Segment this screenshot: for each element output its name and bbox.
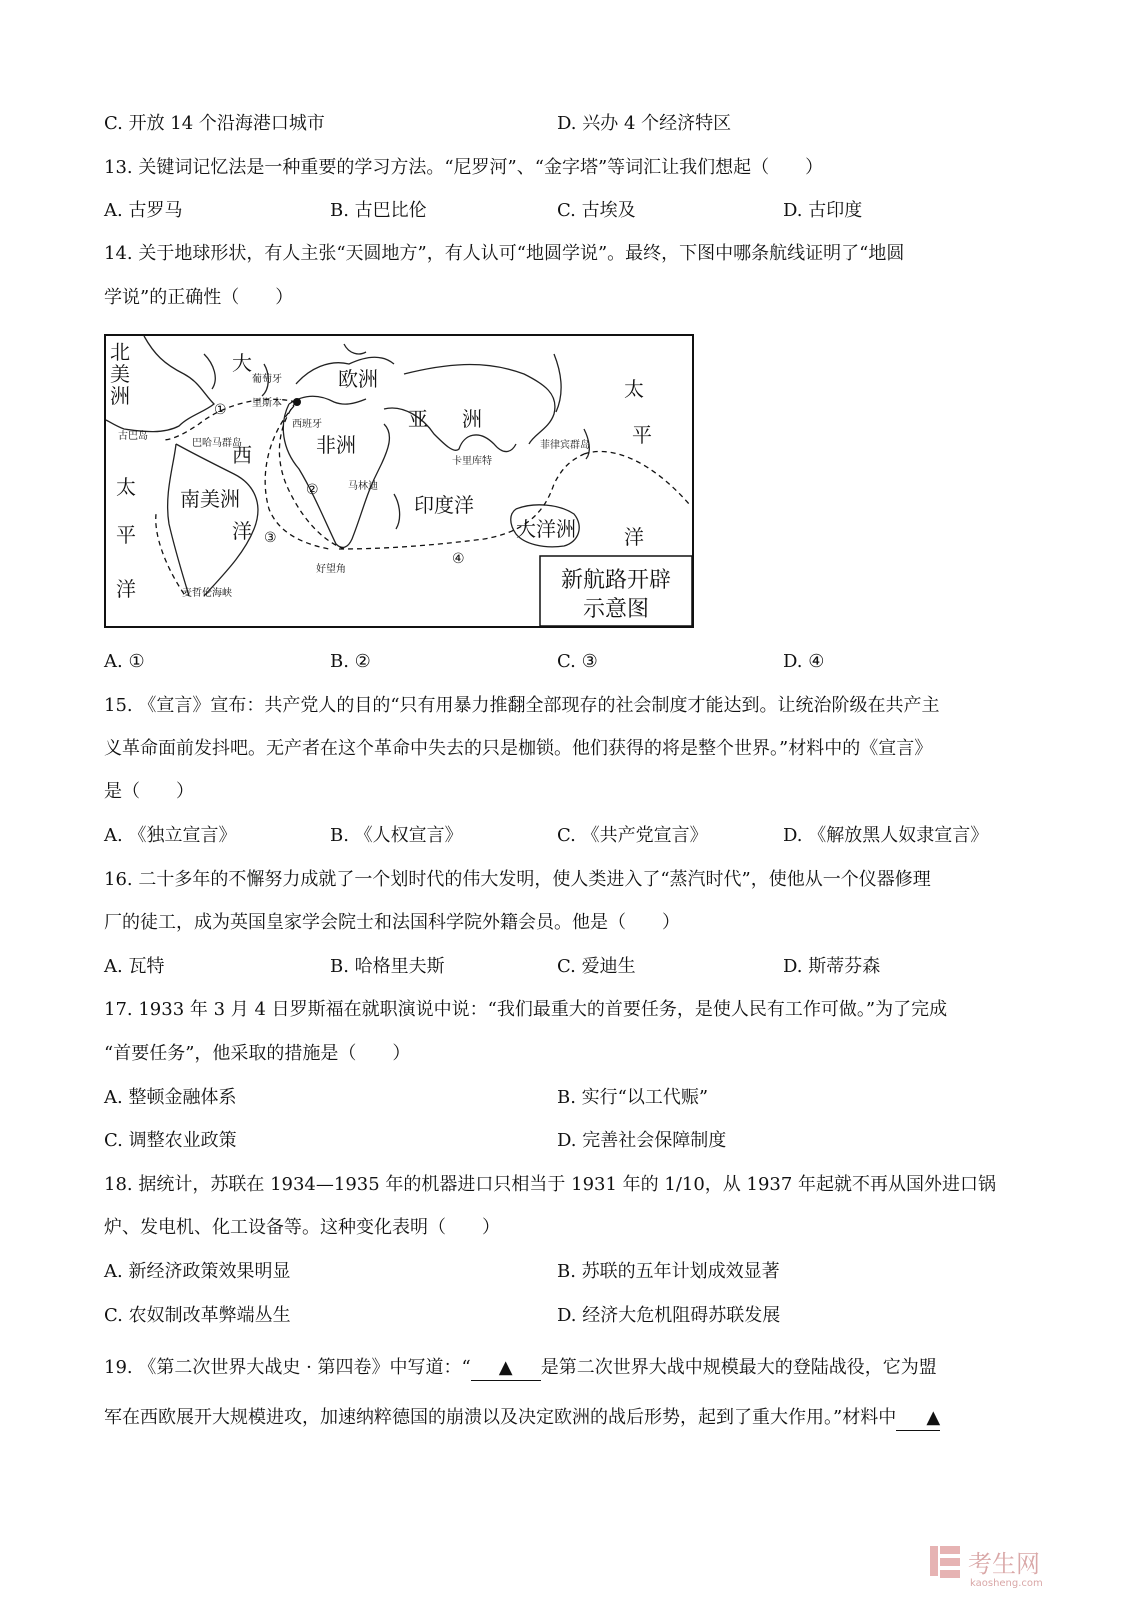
q14-option-d: D. ④ (783, 651, 825, 672)
north-america-label-2: 美 (110, 362, 130, 386)
pacific-right-label-3: 洋 (624, 525, 644, 549)
spain-label: 西班牙 (292, 419, 322, 430)
q17-option-c: C. 调整农业政策 (104, 1130, 237, 1151)
q13-option-a: A. 古罗马 (104, 200, 183, 221)
q19-stem-prefix: 19. 《第二次世界大战史 · 第四卷》中写道：“ (104, 1357, 471, 1378)
q18-stem-line2: 炉、发电机、化工设备等。这种变化表明（ ） (104, 1217, 500, 1238)
q18-option-a: A. 新经济政策效果明显 (104, 1261, 291, 1282)
q13-stem: 13. 关键词记忆法是一种重要的学习方法。“尼罗河”、“金字塔”等词汇让我们想起（ ） (104, 157, 824, 178)
q19-blank: ▲ (471, 1356, 541, 1381)
pacific-left-label-2: 平 (116, 523, 136, 547)
watermark-logo-icon (930, 1546, 960, 1578)
lisbon-dot (293, 398, 301, 406)
q18-option-d: D. 经济大危机阻碍苏联发展 (557, 1305, 781, 1326)
q16-option-c: C. 爱迪生 (557, 956, 636, 977)
north-america-label-3: 洲 (110, 384, 130, 408)
q19-blank-2: ▲ (896, 1406, 940, 1431)
q17-option-d: D. 完善社会保障制度 (557, 1130, 727, 1151)
map-caption-line1: 新航路开辟 (560, 568, 672, 593)
q15-option-d: D. 《解放黑人奴隶宣言》 (783, 825, 989, 846)
q15-stem-line1: 15. 《宣言》宣布：共产党人的目的“只有用暴力推翻全部现存的社会制度才能达到。让统治阶级在共产主 (104, 695, 940, 716)
q16-stem-line2: 厂的徒工，成为英国皇家学会院士和法国科学院外籍会员。他是（ ） (104, 912, 680, 933)
q19-stem-line2 (104, 1406, 940, 1431)
q17-stem-line1: 17. 1933 年 3 月 4 日罗斯福在就职演说中说：“我们最重大的首要任务，是使人民有工作可做。”为了完成 (104, 999, 948, 1020)
bahamas-label: 巴哈马群岛 (192, 438, 242, 449)
q19-stem-line1 (104, 1356, 937, 1381)
q18-stem-line1: 18. 据统计，苏联在 1934—1935 年的机器进口只相当于 1931 年的 1/10，从 1937 年起就不再从国外进口锅 (104, 1174, 997, 1195)
atlantic-label-3: 洋 (232, 519, 252, 543)
pacific-right-label-1: 太 (624, 377, 644, 401)
cuba-label: 古巴岛 (118, 431, 148, 442)
atlantic-label-1: 大 (232, 351, 252, 375)
lisbon-label: 里斯本 (252, 398, 282, 409)
route-4-marker: ④ (452, 551, 465, 567)
q17-stem-line2: “首要任务”，他采取的措施是（ ） (104, 1043, 411, 1064)
new-route-map (104, 334, 694, 628)
q15-option-b: B. 《人权宣言》 (330, 825, 463, 846)
q12-option-d: D. 兴办 4 个经济特区 (557, 113, 732, 134)
indian-ocean-label: 印度洋 (414, 493, 474, 517)
q16-stem-line1: 16. 二十多年的不懈努力成就了一个划时代的伟大发明，使人类进入了“蒸汽时代”，使他从一个仪器修理 (104, 869, 931, 890)
portugal-label: 葡萄牙 (252, 374, 282, 385)
oceania-label: 大洋洲 (516, 517, 576, 541)
europe-label: 欧洲 (338, 367, 378, 391)
map-caption-line2: 示意图 (582, 597, 650, 622)
q15-option-a: A. 《独立宣言》 (104, 825, 237, 846)
asia-label-1: 亚 (408, 407, 428, 431)
calicut-label: 卡里库特 (452, 456, 492, 467)
q14-stem-line1: 14. 关于地球形状，有人主张“天圆地方”，有人认可“地圆学说”。最终，下图中哪条航线证明了“地圆 (104, 243, 905, 264)
q13-option-b: B. 古巴比伦 (330, 200, 427, 221)
malindi-label: 马林迪 (348, 481, 378, 492)
q16-option-b: B. 哈格里夫斯 (330, 956, 445, 977)
q14-option-b: B. ② (330, 651, 371, 672)
watermark (930, 1540, 1090, 1594)
watermark-url: kaosheng.com (970, 1578, 1043, 1589)
route-1-marker: ① (214, 402, 227, 418)
q14-option-c: C. ③ (557, 651, 598, 672)
q16-option-d: D. 斯蒂芬森 (783, 956, 881, 977)
q17-option-b: B. 实行“以工代赈” (557, 1087, 709, 1108)
atlantic-label-2: 西 (232, 443, 252, 467)
q13-option-c: C. 古埃及 (557, 200, 636, 221)
north-america-label-1: 北 (110, 340, 130, 364)
route-2-marker: ② (306, 482, 319, 498)
africa-label: 非洲 (316, 433, 356, 457)
cape-label: 好望角 (316, 564, 346, 575)
q15-stem-line3: 是（ ） (104, 781, 194, 802)
q15-stem-line2: 义革命面前发抖吧。无产者在这个革命中失去的只是枷锁。他们获得的将是整个世界。”材料中的《宣言》 (104, 738, 933, 759)
q13-option-d: D. 古印度 (783, 200, 863, 221)
watermark-brand: 考生网 (968, 1550, 1040, 1578)
q19-stem-line2-text: 军在西欧展开大规模进攻，加速纳粹德国的崩溃以及决定欧洲的战后形势，起到了重大作用。”材料中 (104, 1407, 897, 1428)
q15-option-c: C. 《共产党宣言》 (557, 825, 708, 846)
south-america-label: 南美洲 (180, 487, 240, 511)
q14-stem-line2: 学说”的正确性（ ） (104, 287, 294, 308)
pacific-right-label-2: 平 (632, 423, 652, 447)
asia-label-2: 洲 (462, 407, 482, 431)
q18-option-c: C. 农奴制改革弊端丛生 (104, 1305, 291, 1326)
q19-stem-suffix: 是第二次世界大战中规模最大的登陆战役，它为盟 (540, 1357, 937, 1378)
q14-option-a: A. ① (104, 651, 145, 672)
pacific-left-label-1: 太 (116, 475, 136, 499)
magellan-label: 麦哲伦海峡 (182, 588, 232, 599)
q17-option-a: A. 整顿金融体系 (104, 1087, 237, 1108)
q18-option-b: B. 苏联的五年计划成效显著 (557, 1261, 780, 1282)
q12-option-c: C. 开放 14 个沿海港口城市 (104, 113, 325, 134)
route-3-marker: ③ (264, 530, 277, 546)
philippines-label: 菲律宾群岛 (540, 440, 590, 451)
pacific-left-label-3: 洋 (116, 577, 136, 601)
q16-option-a: A. 瓦特 (104, 956, 165, 977)
